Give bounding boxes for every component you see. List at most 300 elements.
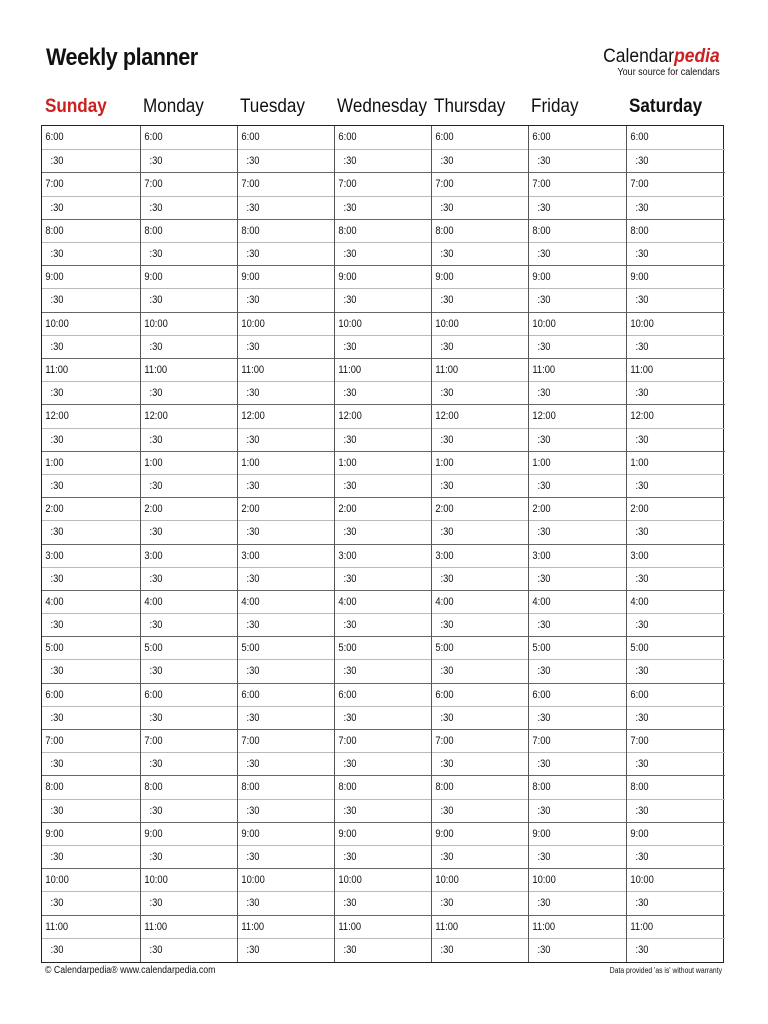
time-slot[interactable] [42, 659, 140, 682]
time-slot[interactable] [432, 822, 528, 845]
time-slot[interactable] [42, 149, 140, 172]
time-label: :30 [440, 804, 454, 817]
day-header-thursday: Thursday [434, 96, 506, 117]
time-slot[interactable] [141, 845, 237, 868]
time-slot[interactable] [238, 381, 334, 404]
time-slot[interactable] [42, 613, 140, 636]
time-label: :30 [440, 897, 454, 910]
time-slot[interactable] [335, 196, 431, 219]
time-slot[interactable] [335, 242, 431, 265]
time-slot[interactable] [432, 196, 528, 219]
time-label: 6:00 [435, 131, 454, 143]
time-slot[interactable] [42, 428, 140, 451]
time-slot[interactable] [42, 845, 140, 868]
time-slot[interactable] [529, 520, 626, 543]
time-slot[interactable] [627, 822, 725, 845]
time-slot[interactable] [529, 683, 626, 706]
time-slot[interactable] [42, 335, 140, 358]
time-slot[interactable] [335, 915, 431, 938]
time-slot[interactable] [335, 799, 431, 822]
time-slot[interactable] [42, 358, 140, 381]
time-label: :30 [149, 201, 163, 214]
time-slot[interactable] [432, 451, 528, 474]
time-slot[interactable] [42, 381, 140, 404]
time-slot[interactable] [432, 219, 528, 242]
time-slot[interactable] [529, 428, 626, 451]
time-slot[interactable] [627, 845, 725, 868]
time-slot[interactable] [141, 520, 237, 543]
time-slot[interactable] [238, 497, 334, 520]
time-slot[interactable] [141, 868, 237, 891]
time-slot[interactable] [238, 636, 334, 659]
time-slot[interactable] [627, 474, 725, 497]
time-slot[interactable] [627, 497, 725, 520]
time-slot[interactable] [335, 590, 431, 613]
time-label: 6:00 [338, 131, 357, 143]
time-slot[interactable] [529, 845, 626, 868]
time-slot[interactable] [238, 474, 334, 497]
time-slot[interactable] [432, 845, 528, 868]
time-slot[interactable] [238, 891, 334, 914]
time-slot[interactable] [335, 428, 431, 451]
time-slot[interactable] [141, 126, 237, 149]
time-slot[interactable] [141, 544, 237, 567]
page-title: Weekly planner [46, 44, 198, 71]
time-slot[interactable] [238, 312, 334, 335]
time-slot[interactable] [238, 544, 334, 567]
time-slot[interactable] [627, 404, 725, 427]
time-label: 10:00 [532, 874, 556, 887]
time-label: :30 [440, 572, 454, 585]
time-label: 6:00 [144, 131, 163, 143]
time-slot[interactable] [141, 567, 237, 590]
time-slot[interactable] [529, 659, 626, 682]
time-slot[interactable] [238, 775, 334, 798]
time-slot[interactable] [141, 799, 237, 822]
time-slot[interactable] [335, 265, 431, 288]
time-slot[interactable] [238, 404, 334, 427]
time-slot[interactable] [42, 265, 140, 288]
time-slot[interactable] [627, 265, 725, 288]
time-slot[interactable] [529, 381, 626, 404]
time-label: 7:00 [338, 735, 357, 748]
time-slot[interactable] [335, 845, 431, 868]
time-slot[interactable] [42, 683, 140, 706]
time-slot[interactable] [335, 544, 431, 567]
time-label: 11:00 [532, 363, 556, 376]
time-slot[interactable] [141, 381, 237, 404]
time-slot[interactable] [529, 474, 626, 497]
time-slot[interactable] [238, 358, 334, 381]
time-slot[interactable] [238, 659, 334, 682]
time-label: 4:00 [338, 595, 357, 608]
time-slot[interactable] [335, 381, 431, 404]
time-slot[interactable] [335, 683, 431, 706]
time-slot[interactable] [432, 497, 528, 520]
time-slot[interactable] [432, 706, 528, 729]
time-slot[interactable] [432, 242, 528, 265]
time-slot[interactable] [42, 404, 140, 427]
time-slot[interactable] [238, 613, 334, 636]
time-label: 11:00 [532, 920, 556, 933]
brand-name [603, 47, 720, 67]
time-slot[interactable] [627, 659, 725, 682]
time-slot[interactable] [627, 149, 725, 172]
time-slot[interactable] [432, 428, 528, 451]
time-slot[interactable] [432, 474, 528, 497]
time-slot[interactable] [141, 219, 237, 242]
time-slot[interactable] [627, 915, 725, 938]
time-label: :30 [149, 943, 163, 956]
time-slot[interactable] [238, 868, 334, 891]
time-slot[interactable] [529, 149, 626, 172]
time-slot[interactable] [529, 242, 626, 265]
time-label: 7:00 [241, 735, 260, 748]
time-label: 5:00 [630, 642, 649, 655]
time-slot[interactable] [42, 126, 140, 149]
time-slot[interactable] [335, 775, 431, 798]
time-slot[interactable] [432, 683, 528, 706]
time-slot[interactable] [627, 729, 725, 752]
time-slot[interactable] [42, 520, 140, 543]
time-slot[interactable] [529, 567, 626, 590]
time-slot[interactable] [42, 775, 140, 798]
time-label: :30 [537, 479, 551, 492]
time-slot[interactable] [627, 567, 725, 590]
time-slot[interactable] [432, 335, 528, 358]
time-slot[interactable] [529, 497, 626, 520]
time-label: 7:00 [630, 178, 649, 191]
time-slot[interactable] [529, 799, 626, 822]
time-slot[interactable] [432, 729, 528, 752]
day-column-thursday [431, 126, 528, 962]
time-slot[interactable] [238, 729, 334, 752]
time-slot[interactable] [529, 358, 626, 381]
time-slot[interactable] [335, 288, 431, 311]
time-slot[interactable] [432, 752, 528, 775]
time-slot[interactable] [529, 822, 626, 845]
time-slot[interactable] [529, 706, 626, 729]
time-slot[interactable] [432, 891, 528, 914]
time-slot[interactable] [335, 474, 431, 497]
time-slot[interactable] [529, 404, 626, 427]
time-slot[interactable] [335, 706, 431, 729]
time-slot[interactable] [335, 149, 431, 172]
time-slot[interactable] [529, 288, 626, 311]
time-label: 2:00 [144, 503, 163, 516]
time-slot[interactable] [627, 381, 725, 404]
time-slot[interactable] [141, 613, 237, 636]
time-slot[interactable] [335, 752, 431, 775]
time-slot[interactable] [627, 520, 725, 543]
time-slot[interactable] [529, 335, 626, 358]
time-slot[interactable] [238, 149, 334, 172]
time-slot[interactable] [529, 219, 626, 242]
time-slot[interactable] [627, 683, 725, 706]
time-slot[interactable] [529, 915, 626, 938]
time-slot[interactable] [529, 729, 626, 752]
time-slot[interactable] [141, 172, 237, 195]
time-slot[interactable] [141, 149, 237, 172]
time-slot[interactable] [141, 265, 237, 288]
time-slot[interactable] [141, 404, 237, 427]
time-slot[interactable] [141, 335, 237, 358]
time-slot[interactable] [42, 451, 140, 474]
time-slot[interactable] [238, 822, 334, 845]
time-slot[interactable] [529, 265, 626, 288]
time-slot[interactable] [432, 149, 528, 172]
time-slot[interactable] [141, 775, 237, 798]
time-slot[interactable] [432, 938, 528, 961]
time-slot[interactable] [335, 126, 431, 149]
time-slot[interactable] [42, 868, 140, 891]
time-slot[interactable] [529, 868, 626, 891]
time-label: 10:00 [241, 317, 265, 330]
time-slot[interactable] [432, 915, 528, 938]
time-slot[interactable] [238, 799, 334, 822]
brand-name-accent: pedia [674, 46, 720, 67]
time-slot[interactable] [627, 799, 725, 822]
time-slot[interactable] [529, 196, 626, 219]
time-label: 9:00 [630, 827, 649, 840]
time-slot[interactable] [529, 172, 626, 195]
time-slot[interactable] [238, 288, 334, 311]
time-slot[interactable] [627, 172, 725, 195]
time-label: :30 [149, 665, 163, 678]
time-slot[interactable] [529, 451, 626, 474]
time-slot[interactable] [141, 683, 237, 706]
time-slot[interactable] [42, 752, 140, 775]
time-slot[interactable] [627, 613, 725, 636]
time-slot[interactable] [432, 613, 528, 636]
time-slot[interactable] [529, 544, 626, 567]
time-slot[interactable] [335, 335, 431, 358]
time-slot[interactable] [42, 636, 140, 659]
time-label: :30 [246, 804, 260, 817]
time-slot[interactable] [432, 381, 528, 404]
time-slot[interactable] [627, 752, 725, 775]
time-slot[interactable] [141, 938, 237, 961]
time-label: :30 [537, 572, 551, 585]
time-slot[interactable] [141, 636, 237, 659]
time-slot[interactable] [42, 729, 140, 752]
time-slot[interactable] [238, 567, 334, 590]
time-slot[interactable] [432, 520, 528, 543]
time-label: :30 [246, 758, 260, 771]
time-slot[interactable] [238, 915, 334, 938]
time-slot[interactable] [335, 938, 431, 961]
time-slot[interactable] [335, 659, 431, 682]
time-slot[interactable] [627, 451, 725, 474]
time-slot[interactable] [529, 938, 626, 961]
time-slot[interactable] [627, 312, 725, 335]
time-slot[interactable] [335, 891, 431, 914]
time-slot[interactable] [141, 196, 237, 219]
time-label: 9:00 [338, 271, 357, 284]
time-slot[interactable] [335, 868, 431, 891]
time-slot[interactable] [529, 312, 626, 335]
time-slot[interactable] [238, 265, 334, 288]
time-label: 11:00 [435, 363, 459, 376]
time-slot[interactable] [238, 451, 334, 474]
time-slot[interactable] [238, 196, 334, 219]
time-label: 9:00 [241, 271, 260, 284]
time-slot[interactable] [141, 474, 237, 497]
time-slot[interactable] [432, 775, 528, 798]
time-label: 12:00 [532, 410, 556, 423]
time-slot[interactable] [432, 544, 528, 567]
time-slot[interactable] [335, 822, 431, 845]
time-slot[interactable] [238, 590, 334, 613]
time-slot[interactable] [42, 474, 140, 497]
time-slot[interactable] [627, 544, 725, 567]
time-slot[interactable] [42, 242, 140, 265]
time-label: :30 [537, 155, 551, 168]
time-slot[interactable] [335, 729, 431, 752]
time-slot[interactable] [42, 544, 140, 567]
time-slot[interactable] [141, 915, 237, 938]
time-slot[interactable] [42, 219, 140, 242]
time-slot[interactable] [141, 729, 237, 752]
time-slot[interactable] [529, 613, 626, 636]
time-slot[interactable] [238, 428, 334, 451]
time-slot[interactable] [432, 590, 528, 613]
time-slot[interactable] [627, 706, 725, 729]
time-slot[interactable] [627, 868, 725, 891]
time-slot[interactable] [432, 567, 528, 590]
time-slot[interactable] [529, 126, 626, 149]
time-slot[interactable] [238, 126, 334, 149]
time-slot[interactable] [529, 775, 626, 798]
time-slot[interactable] [141, 451, 237, 474]
time-slot[interactable] [42, 822, 140, 845]
time-slot[interactable] [627, 242, 725, 265]
time-label: 8:00 [532, 781, 551, 794]
time-slot[interactable] [335, 613, 431, 636]
time-slot[interactable] [141, 497, 237, 520]
time-slot[interactable] [42, 590, 140, 613]
time-slot[interactable] [238, 242, 334, 265]
time-label: :30 [343, 711, 357, 724]
time-slot[interactable] [627, 775, 725, 798]
time-slot[interactable] [627, 219, 725, 242]
time-slot[interactable] [627, 335, 725, 358]
time-slot[interactable] [141, 891, 237, 914]
time-slot[interactable] [432, 659, 528, 682]
time-slot[interactable] [238, 938, 334, 961]
time-slot[interactable] [432, 868, 528, 891]
time-slot[interactable] [238, 706, 334, 729]
time-slot[interactable] [627, 636, 725, 659]
time-slot[interactable] [529, 636, 626, 659]
time-slot[interactable] [335, 312, 431, 335]
time-slot[interactable] [432, 799, 528, 822]
time-slot[interactable] [335, 404, 431, 427]
time-slot[interactable] [335, 219, 431, 242]
time-slot[interactable] [141, 590, 237, 613]
time-label: :30 [50, 572, 64, 585]
time-slot[interactable] [238, 335, 334, 358]
time-slot[interactable] [627, 428, 725, 451]
time-slot[interactable] [627, 126, 725, 149]
time-slot[interactable] [335, 497, 431, 520]
time-slot[interactable] [238, 752, 334, 775]
time-slot[interactable] [335, 451, 431, 474]
time-label: 3:00 [532, 549, 551, 562]
time-slot[interactable] [432, 288, 528, 311]
time-slot[interactable] [238, 520, 334, 543]
time-label: :30 [440, 711, 454, 724]
time-slot[interactable] [42, 891, 140, 914]
time-slot[interactable] [627, 358, 725, 381]
time-slot[interactable] [141, 659, 237, 682]
time-slot[interactable] [432, 358, 528, 381]
time-slot[interactable] [335, 172, 431, 195]
time-slot[interactable] [42, 172, 140, 195]
time-label: 4:00 [45, 595, 64, 608]
time-label: :30 [440, 619, 454, 632]
time-label: 6:00 [630, 688, 649, 701]
time-slot[interactable] [238, 172, 334, 195]
time-slot[interactable] [141, 428, 237, 451]
time-slot[interactable] [42, 288, 140, 311]
time-slot[interactable] [627, 196, 725, 219]
time-slot[interactable] [42, 706, 140, 729]
time-slot[interactable] [42, 497, 140, 520]
time-label: 8:00 [532, 224, 551, 237]
time-label: :30 [635, 804, 649, 817]
time-slot[interactable] [432, 265, 528, 288]
time-slot[interactable] [141, 358, 237, 381]
time-slot[interactable] [335, 636, 431, 659]
time-slot[interactable] [42, 312, 140, 335]
time-slot[interactable] [238, 845, 334, 868]
time-label: :30 [440, 433, 454, 446]
time-slot[interactable] [42, 196, 140, 219]
time-label: :30 [440, 340, 454, 353]
time-slot[interactable] [238, 683, 334, 706]
time-slot[interactable] [432, 172, 528, 195]
time-slot[interactable] [432, 404, 528, 427]
time-slot[interactable] [335, 520, 431, 543]
time-slot[interactable] [529, 891, 626, 914]
time-slot[interactable] [42, 938, 140, 961]
time-slot[interactable] [141, 752, 237, 775]
time-slot[interactable] [432, 636, 528, 659]
time-slot[interactable] [335, 358, 431, 381]
time-slot[interactable] [335, 567, 431, 590]
time-slot[interactable] [141, 706, 237, 729]
time-slot[interactable] [627, 891, 725, 914]
time-slot[interactable] [141, 288, 237, 311]
time-slot[interactable] [627, 288, 725, 311]
time-slot[interactable] [141, 242, 237, 265]
time-slot[interactable] [42, 799, 140, 822]
time-slot[interactable] [432, 312, 528, 335]
time-slot[interactable] [238, 219, 334, 242]
time-slot[interactable] [627, 590, 725, 613]
time-slot[interactable] [42, 915, 140, 938]
time-slot[interactable] [42, 567, 140, 590]
time-slot[interactable] [432, 126, 528, 149]
time-slot[interactable] [529, 752, 626, 775]
time-label: :30 [246, 665, 260, 678]
time-label: 3:00 [144, 549, 163, 562]
time-slot[interactable] [627, 938, 725, 961]
time-slot[interactable] [141, 822, 237, 845]
time-slot[interactable] [529, 590, 626, 613]
time-slot[interactable] [141, 312, 237, 335]
